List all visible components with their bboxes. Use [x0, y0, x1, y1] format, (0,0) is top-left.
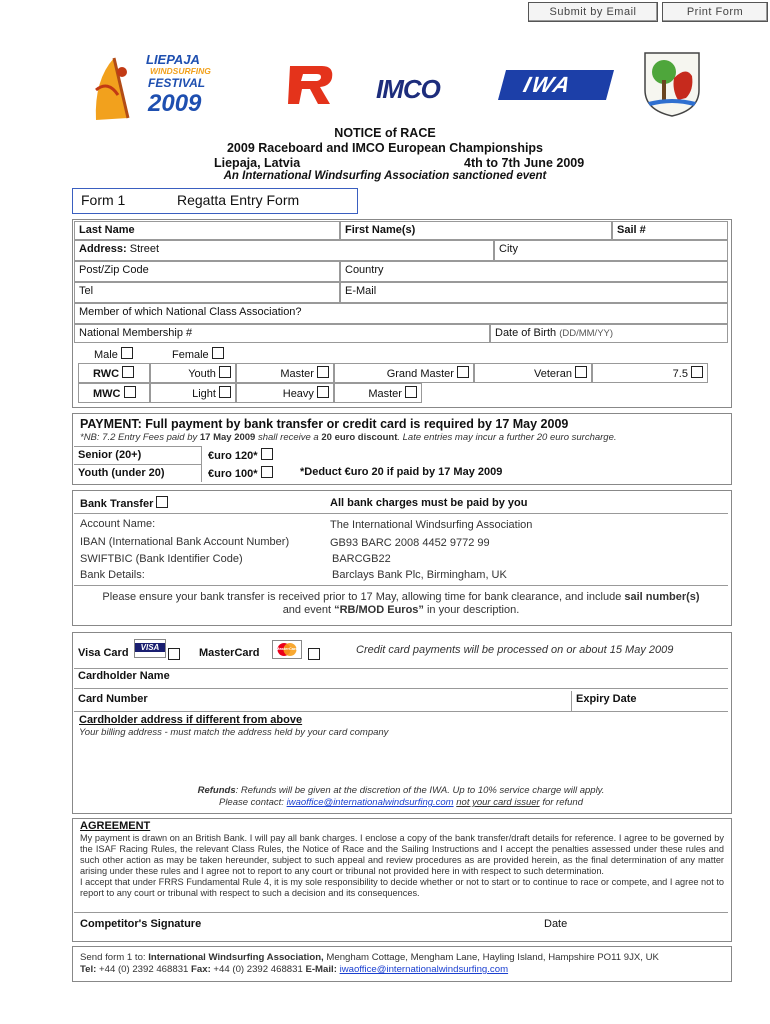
dob-field[interactable]	[490, 324, 728, 343]
master-cell	[236, 363, 334, 383]
light-label: Light	[192, 388, 216, 400]
bank-details-label: Bank Details:	[80, 569, 145, 581]
refund-email-link[interactable]: iwaoffice@internationalwindsurfing.com	[286, 797, 454, 808]
fax-label: Fax:	[191, 964, 211, 975]
bank-ensure-note	[74, 591, 728, 617]
nb-date: 17 May 2009	[199, 432, 256, 443]
mc-logo-text: MasterCard	[275, 646, 298, 651]
festival-year: 2009	[148, 90, 202, 117]
refunds-note	[74, 785, 728, 796]
ensure-text-3: in your description.	[423, 604, 520, 616]
mwc-cell	[78, 383, 150, 403]
refunds-text: : Refunds will be given at the discretion of the IWA. Up to 10% service charge will apply.	[235, 785, 605, 796]
male-option[interactable]	[94, 347, 133, 361]
bank-charges-note: All bank charges must be paid by you	[330, 497, 528, 509]
account-name-value: The International Windsurfing Association	[330, 519, 533, 531]
nb-discount: 20 euro discount	[321, 432, 398, 443]
youth-cell	[150, 363, 236, 383]
festival-title-2: WINDSURFING	[150, 66, 211, 76]
veteran-cell	[474, 363, 592, 383]
postcode-label: Post/Zip Code	[79, 264, 149, 276]
account-name-label: Account Name:	[80, 518, 156, 530]
liepaja-festival-logo	[88, 50, 228, 125]
master-checkbox[interactable]	[317, 366, 329, 378]
nb-prefix: *NB: 7.2 Entry Fees paid by	[80, 432, 200, 443]
country-field[interactable]	[340, 261, 728, 282]
seven-five-cell	[592, 363, 708, 383]
event-dates: 4th to 7th June 2009	[464, 156, 585, 170]
payment-nb	[80, 432, 617, 443]
class-association-label: Member of which National Class Association?	[79, 306, 302, 318]
form-title-box	[72, 188, 358, 214]
youth-fee-label: Youth (under 20)	[74, 464, 202, 482]
card-number-field[interactable]	[74, 691, 572, 712]
footer-email-link[interactable]: iwaoffice@internationalwindsurfing.com	[339, 964, 509, 975]
imco-text: IMCO	[376, 74, 440, 104]
grand-master-label: Grand Master	[386, 368, 454, 380]
mastercard-checkbox[interactable]	[308, 648, 320, 660]
event-subtitle: An International Windsurfing Association sanctioned event	[223, 170, 547, 182]
senior-fee: €uro 120*	[208, 450, 258, 462]
festival-title-3: FESTIVAL	[148, 76, 206, 90]
deduct-note: *Deduct €uro 20 if paid by 17 May 2009	[300, 466, 503, 478]
dob-format: (DD/MM/YY)	[559, 328, 614, 339]
not-card-issuer: not your card issuer	[456, 797, 540, 808]
mwc-checkbox[interactable]	[124, 386, 136, 398]
bank-transfer-label: Bank Transfer	[80, 498, 154, 510]
imco-logo	[376, 74, 488, 102]
female-option[interactable]	[172, 347, 224, 361]
form-number: Form 1	[81, 192, 126, 208]
female-label: Female	[172, 349, 209, 361]
cardholder-address-note: Your billing address - must match the address held by your card company	[79, 727, 389, 738]
agreement-paragraph-2: I accept that under FRRS Fundamental Rule 4, it is my sole responsibility to decide whether or not to start or to continue to race or compete, and I agree not to report to any court or tribunal with respect to such a decision and its consequences.	[80, 877, 724, 898]
contact-prefix: Please contact:	[218, 797, 287, 808]
female-checkbox[interactable]	[212, 347, 224, 359]
iban-value: GB93 BARC 2008 4452 9772 99	[330, 537, 490, 549]
first-name-label: First Name(s)	[345, 224, 416, 236]
grand-master-cell	[334, 363, 474, 383]
cardholder-address-title: Cardholder address if different from above	[79, 714, 303, 726]
sail-number-field[interactable]	[612, 221, 728, 240]
tel-value: +44 (0) 2392 468831	[96, 964, 192, 975]
swift-value: BARCGB22	[332, 553, 391, 565]
card-processed-note: Credit card payments will be processed on or about 15 May 2009	[356, 644, 674, 656]
light-cell	[150, 383, 236, 403]
agreement-title: AGREEMENT	[80, 820, 151, 832]
submit-by-email-button[interactable]: Submit by Email	[528, 2, 658, 22]
seven-five-checkbox[interactable]	[691, 366, 703, 378]
rwc-checkbox[interactable]	[122, 366, 134, 378]
ensure-event: “RB/MOD Euros”	[334, 604, 424, 616]
card-number-label: Card Number	[78, 693, 148, 705]
nb-suffix: . Late entries may incur a further 20 euro surcharge.	[397, 432, 617, 443]
ensure-sail-number: sail number(s)	[624, 591, 700, 603]
address-label: Address:	[79, 243, 127, 255]
email-label: E-Mail	[345, 285, 377, 297]
city-field[interactable]	[494, 240, 728, 261]
rwc-label: RWC	[93, 368, 120, 380]
first-name-field[interactable]	[340, 221, 612, 240]
youth-label: Youth	[188, 368, 216, 380]
senior-fee-option[interactable]	[208, 448, 273, 462]
senior-label: Senior (20+)	[74, 446, 202, 464]
national-membership-label: National Membership #	[79, 327, 193, 339]
senior-checkbox[interactable]	[261, 448, 273, 460]
fax-value: +44 (0) 2392 468831	[210, 964, 306, 975]
male-checkbox[interactable]	[121, 347, 133, 359]
championship-title: 2009 Raceboard and IMCO European Championships	[226, 141, 544, 155]
heavy-checkbox[interactable]	[317, 386, 329, 398]
visa-checkbox[interactable]	[168, 648, 180, 660]
form-title: Regatta Entry Form	[177, 192, 300, 208]
rwc-cell	[78, 363, 150, 383]
youth-fee: €uro 100*	[208, 468, 258, 480]
youth-fee-checkbox[interactable]	[261, 466, 273, 478]
youth-fee-option[interactable]	[208, 466, 273, 480]
contact-line	[80, 964, 508, 975]
city-label: City	[499, 243, 518, 255]
visa-option[interactable]	[78, 647, 129, 659]
date-label: Date	[544, 918, 568, 930]
male-label: Male	[94, 349, 118, 361]
heavy-label: Heavy	[282, 388, 314, 400]
iwa-text: IWA	[520, 72, 576, 97]
agreement-text	[80, 833, 724, 899]
postcode-field[interactable]	[74, 261, 340, 282]
youth-checkbox[interactable]	[219, 366, 231, 378]
street-label: Street	[129, 243, 160, 255]
refund-contact	[74, 797, 728, 808]
expiry-date-field[interactable]	[572, 691, 728, 712]
heavy-cell	[236, 383, 334, 403]
bank-transfer-option[interactable]	[80, 496, 168, 510]
send-org: International Windsurfing Association,	[148, 952, 324, 963]
street-field[interactable]	[74, 240, 494, 261]
agreement-paragraph-1: My payment is drawn on an British Bank. I will pay all bank charges. I enclose a copy of the bank transfer/draft details for reference. I agree to be governed by the ISAF Racing Rules, the relevant Class Rules, the Notice of Race and the Sailing Instructions and I accept the penalties assessed under these rules and such other action as may be taken hereunder, subject to such appeal and review procedures as are provided herein, as the final determination of any matter arising under these rules and I agree not to report to any court or tribunal not provided here in with respect to such determination.	[80, 833, 724, 876]
last-name-label: Last Name	[79, 224, 135, 236]
nb-mid: shall receive a	[255, 432, 322, 443]
master2-label: Master	[368, 388, 402, 400]
email-field[interactable]	[340, 282, 728, 303]
cardholder-address-input[interactable]	[78, 740, 724, 782]
signature-field[interactable]	[80, 918, 201, 930]
coat-of-arms-logo	[642, 50, 702, 118]
class-association-field[interactable]	[74, 303, 728, 324]
visa-label: Visa Card	[78, 647, 129, 659]
bank-details-value: Barclays Bank Plc, Birmingham, UK	[332, 569, 507, 581]
notice-title: NOTICE of RACE	[334, 126, 436, 140]
mastercard-icon	[272, 640, 302, 659]
visa-card-icon	[134, 639, 166, 658]
country-label: Country	[345, 264, 384, 276]
cardholder-name-field[interactable]	[74, 668, 728, 689]
tel-field[interactable]	[74, 282, 340, 303]
master-label: Master	[280, 368, 314, 380]
iban-label: IBAN (International Bank Account Number)	[80, 536, 290, 548]
cardholder-name-label: Cardholder Name	[78, 670, 170, 682]
date-field[interactable]	[544, 918, 567, 930]
bank-transfer-checkbox[interactable]	[156, 496, 168, 508]
bank-divider-2	[74, 585, 728, 586]
festival-title-1: LIEPAJA	[146, 52, 200, 67]
ensure-text-1: Please ensure your bank transfer is received prior to 17 May, allowing time for bank clearance, and include	[102, 591, 625, 603]
grand-master-checkbox[interactable]	[457, 366, 469, 378]
mastercard-option[interactable]	[199, 647, 260, 659]
sail-number-label: Sail #	[617, 224, 646, 236]
mwc-label: MWC	[93, 388, 121, 400]
seven-five-label: 7.5	[672, 368, 688, 380]
visa-logo-text: VISA	[135, 643, 165, 652]
signature-label: Competitor's Signature	[80, 918, 202, 930]
mastercard-label: MasterCard	[199, 647, 260, 659]
master2-cell	[334, 383, 422, 403]
r-logo-mark	[286, 64, 336, 106]
email-label-footer: E-Mail:	[305, 964, 337, 975]
tel-label: Tel:	[80, 964, 97, 975]
payment-title: PAYMENT: Full payment by bank transfer or credit card is required by 17 May 2009	[80, 417, 569, 431]
dob-label: Date of Birth	[495, 327, 557, 339]
ensure-text-2: and event	[282, 604, 335, 616]
expiry-date-label: Expiry Date	[576, 693, 637, 705]
iwa-logo	[498, 70, 614, 100]
send-to-line	[80, 952, 659, 963]
light-checkbox[interactable]	[219, 386, 231, 398]
r-logo	[286, 64, 336, 106]
veteran-label: Veteran	[534, 368, 572, 380]
event-location: Liepaja, Latvia	[214, 156, 301, 170]
veteran-checkbox[interactable]	[575, 366, 587, 378]
refunds-label: Refunds	[197, 785, 236, 796]
print-form-button[interactable]: Print Form	[662, 2, 768, 22]
send-prefix: Send form 1 to:	[80, 952, 149, 963]
send-address: Mengham Cottage, Mengham Lane, Hayling Island, Hampshire PO11 9JX, UK	[323, 952, 659, 963]
contact-suffix: for refund	[539, 797, 583, 808]
swift-label: SWIFTBIC (Bank Identifier Code)	[80, 553, 243, 565]
bank-divider	[74, 513, 728, 514]
last-name-field[interactable]	[74, 221, 340, 240]
agreement-divider	[74, 912, 728, 913]
national-membership-field[interactable]	[74, 324, 490, 343]
master2-checkbox[interactable]	[405, 386, 417, 398]
tel-label: Tel	[79, 285, 94, 297]
